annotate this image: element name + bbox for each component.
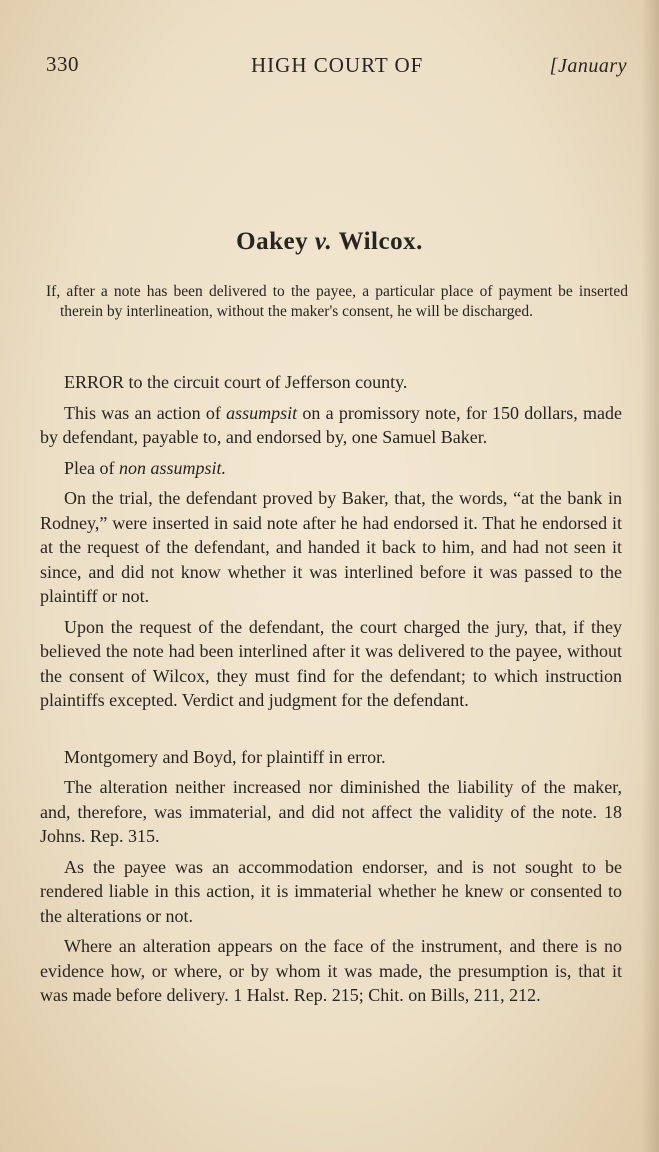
page-edge-shadow <box>641 0 659 1152</box>
court-title: HIGH COURT OF <box>251 53 424 77</box>
page-number: 330 <box>46 52 79 76</box>
versus-label: v. <box>314 228 333 255</box>
term-label: [January <box>549 55 627 77</box>
paragraph-action-italic: assumpsit <box>226 402 298 423</box>
paragraph-action-before: This was an action of <box>64 402 227 423</box>
section-gap <box>40 719 622 745</box>
paragraph-presumption: Where an alteration appears on the face of the instrument, and there is no evidence how, or where, or by whom it was made, the presumption is, that it was made before delivery. 1 Halst. Rep. 215; Chit. on Bills, 211, 212. <box>40 936 622 1005</box>
syllabus <box>46 282 628 322</box>
paragraph-action-after: on a promissory note, for 150 dollars, made by defendant, payable to, and endorsed by, one Samuel Baker. <box>40 402 623 447</box>
paragraph-plea-before: Plea of <box>64 457 119 478</box>
paragraph-alteration: The alteration neither increased nor diminished the liability of the maker, and, therefore, was immaterial, and did not affect the validity of the note. 18 Johns. Rep. 315. <box>40 777 622 846</box>
paragraph-action <box>40 401 622 450</box>
defendant-name: Wilcox. <box>338 228 423 255</box>
paragraph-error: ERROR to the circuit court of Jefferson county. <box>64 372 408 392</box>
paragraph-payee: As the payee was an accommodation endorser, and is not sought to be rendered liable in this action, it is immaterial whether he knew or consented to the alterations or not. <box>40 856 622 926</box>
paragraph-plea <box>40 456 622 481</box>
paragraph-charge: Upon the request of the defendant, the court charged the jury, that, if they believed the note had been interlined after it was delivered to the payee, without the consent of Wilcox, they must find for the defendant; to which instruction plaintiffs excepted. Verdict and judgment for the defendant. <box>40 616 622 710</box>
paragraph-trial: On the trial, the defendant proved by Baker, that, the words, “at the bank in Rodney,” were inserted in said note after he had endorsed it. That he endorsed it at the request of the defendant, and handed it back to him, and had not seen it since, and did not know whether it was interlined before it was passed to the plaintiff or not. <box>40 488 622 606</box>
opinion-body <box>40 370 622 1014</box>
running-head <box>0 52 659 78</box>
paragraph-counsel: Montgomery and Boyd, for plaintiff in error. <box>64 746 386 767</box>
paragraph-plea-italic: non assumpsit. <box>118 457 226 478</box>
syllabus-text: If, after a note has been delivered to the payee, a particular place of payment be inserted therein by interlineation, without the maker's consent, he will be discharged. <box>46 283 628 320</box>
plaintiff-name: Oakey <box>236 228 309 255</box>
case-title <box>0 228 659 256</box>
